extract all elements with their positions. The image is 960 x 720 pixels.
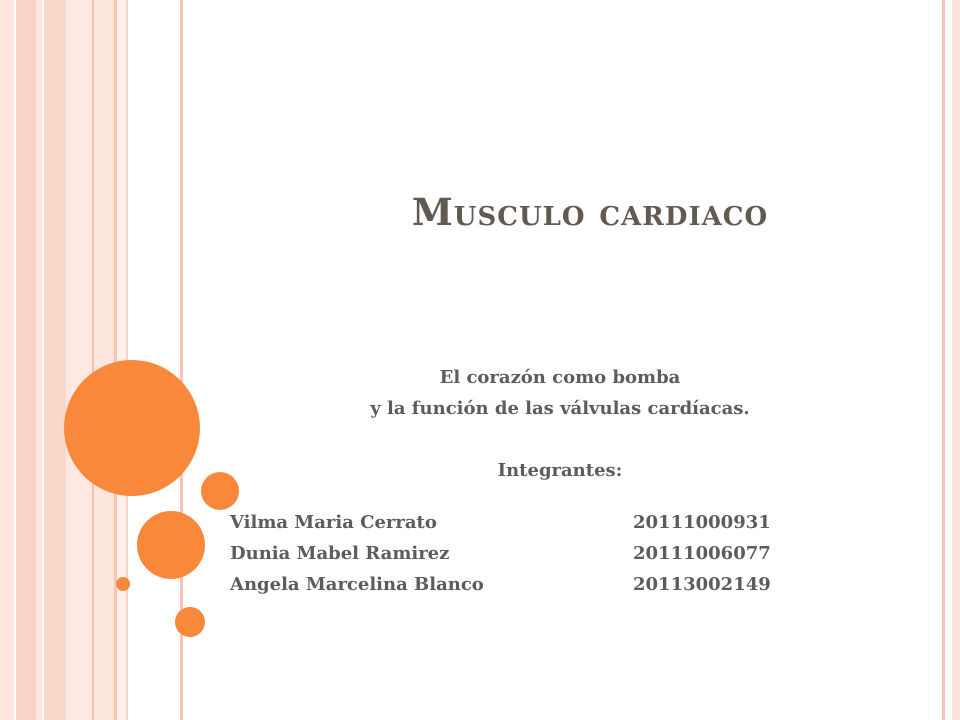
member-id: 20113002149 [633, 574, 771, 595]
decorative-circle-small [175, 607, 205, 637]
slide-title: Musculo cardiaco [411, 190, 769, 234]
decorative-circle-large [64, 360, 200, 496]
member-name: Vilma Maria Cerrato [230, 512, 437, 533]
members-list [230, 507, 771, 600]
member-row [230, 507, 771, 538]
member-id: 20111000931 [633, 512, 771, 533]
member-name: Angela Marcelina Blanco [230, 574, 484, 595]
members-heading: Integrantes: [497, 460, 623, 481]
member-name: Dunia Mabel Ramirez [230, 543, 450, 564]
slide-subtitle [230, 362, 890, 486]
decorative-circle-medium [137, 511, 205, 579]
member-row [230, 569, 771, 600]
decorative-stripe [44, 0, 66, 720]
subtitle-line: y la función de las válvulas cardíacas. [370, 398, 750, 419]
decorative-stripe-right [942, 0, 945, 720]
decorative-circle-tiny [116, 577, 130, 591]
subtitle-line: El corazón como bomba [439, 367, 681, 388]
decorative-stripe [16, 0, 36, 720]
spacer-line [230, 424, 890, 455]
decorative-stripe-right [952, 0, 960, 720]
decorative-stripe [0, 0, 14, 720]
decorative-stripe [66, 0, 92, 720]
decorative-stripe [94, 0, 114, 720]
member-id: 20111006077 [633, 543, 771, 564]
member-row [230, 538, 771, 569]
